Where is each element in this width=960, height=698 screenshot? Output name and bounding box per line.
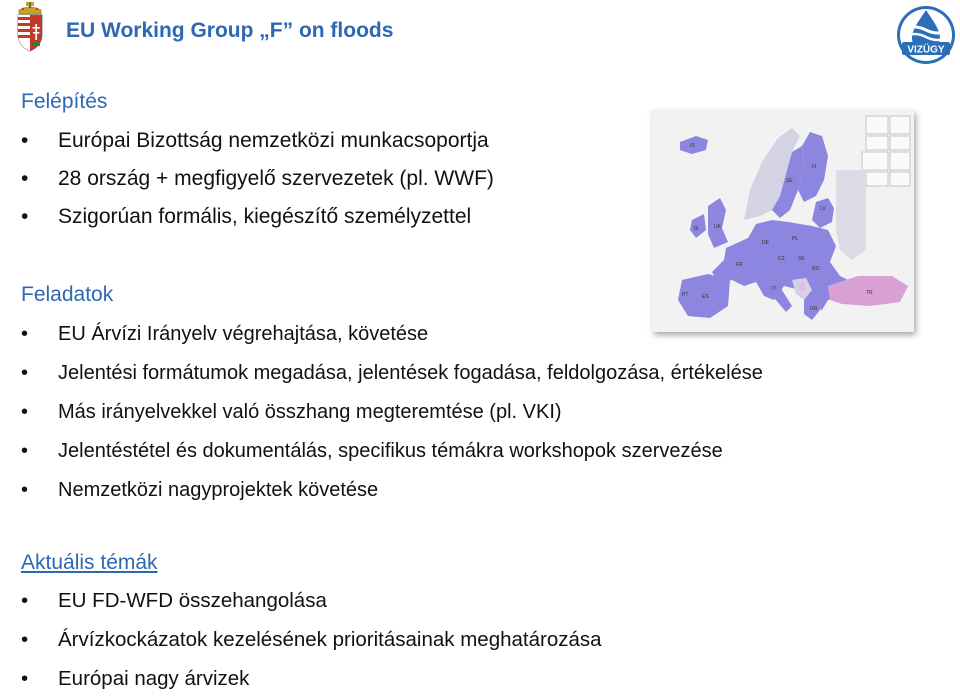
svg-text:IE: IE: [694, 226, 699, 232]
section-heading: Aktuális témák: [21, 551, 158, 574]
slide-header: [0, 0, 960, 72]
svg-text:RO: RO: [812, 266, 820, 272]
svg-text:FR: FR: [736, 262, 743, 268]
list-item: • 28 ország + megfigyelő szervezetek (pl. WWF): [21, 160, 494, 198]
list-item: • Európai Bizottság nemzetközi munkacsoportja: [21, 122, 494, 160]
section-aktualis-temak: [21, 549, 602, 698]
bullet-list: [21, 581, 602, 698]
svg-text:IS: IS: [690, 143, 695, 149]
svg-text:PT: PT: [682, 292, 689, 298]
list-item: • Jelentéstétel és dokumentálás, specifikus témákra workshopok szervezése: [21, 432, 763, 471]
list-item: • Árvízkockázatok kezelésének prioritásainak meghatározása: [21, 620, 602, 659]
section-felepites: [21, 88, 494, 236]
list-item: • EU Árvízi Irányelv végrehajtása, követése: [21, 315, 763, 354]
svg-text:SE: SE: [786, 178, 793, 184]
svg-text:DE: DE: [762, 240, 769, 246]
svg-text:FI: FI: [812, 164, 817, 170]
section-feladatok: [21, 281, 763, 510]
list-item: • Nemzetközi nagyprojektek követése: [21, 471, 763, 510]
svg-text:UK: UK: [714, 224, 721, 230]
svg-text:LV: LV: [820, 206, 826, 212]
slide-title: EU Working Group „F” on floods: [66, 19, 394, 42]
vizugy-logo-text: VIZÜGY: [907, 44, 945, 56]
list-item: • Szigorúan formális, kiegészítő személyzettel: [21, 198, 494, 236]
svg-text:ES: ES: [702, 294, 709, 300]
list-item: • Európai nagy árvizek: [21, 659, 602, 698]
hungarian-coat-of-arms-icon: [14, 2, 46, 52]
svg-text:PL: PL: [792, 236, 799, 242]
list-item: • Jelentési formátumok megadása, jelentések fogadása, feldolgozása, értékelése: [21, 354, 763, 393]
svg-text:TR: TR: [866, 290, 873, 296]
section-heading: Felépítés: [21, 90, 108, 113]
list-item: • Más irányelvekkel való összhang megteremtése (pl. VKI): [21, 393, 763, 432]
svg-text:GR: GR: [810, 306, 818, 312]
section-heading: Feladatok: [21, 283, 114, 306]
bullet-list: [21, 122, 494, 236]
vizugy-water-drop-icon: [894, 4, 958, 66]
svg-text:IT: IT: [772, 286, 777, 292]
svg-text:SK: SK: [798, 256, 805, 262]
svg-text:CZ: CZ: [778, 256, 785, 262]
bullet-list: [21, 315, 763, 510]
list-item: • EU FD-WFD összehangolása: [21, 581, 602, 620]
